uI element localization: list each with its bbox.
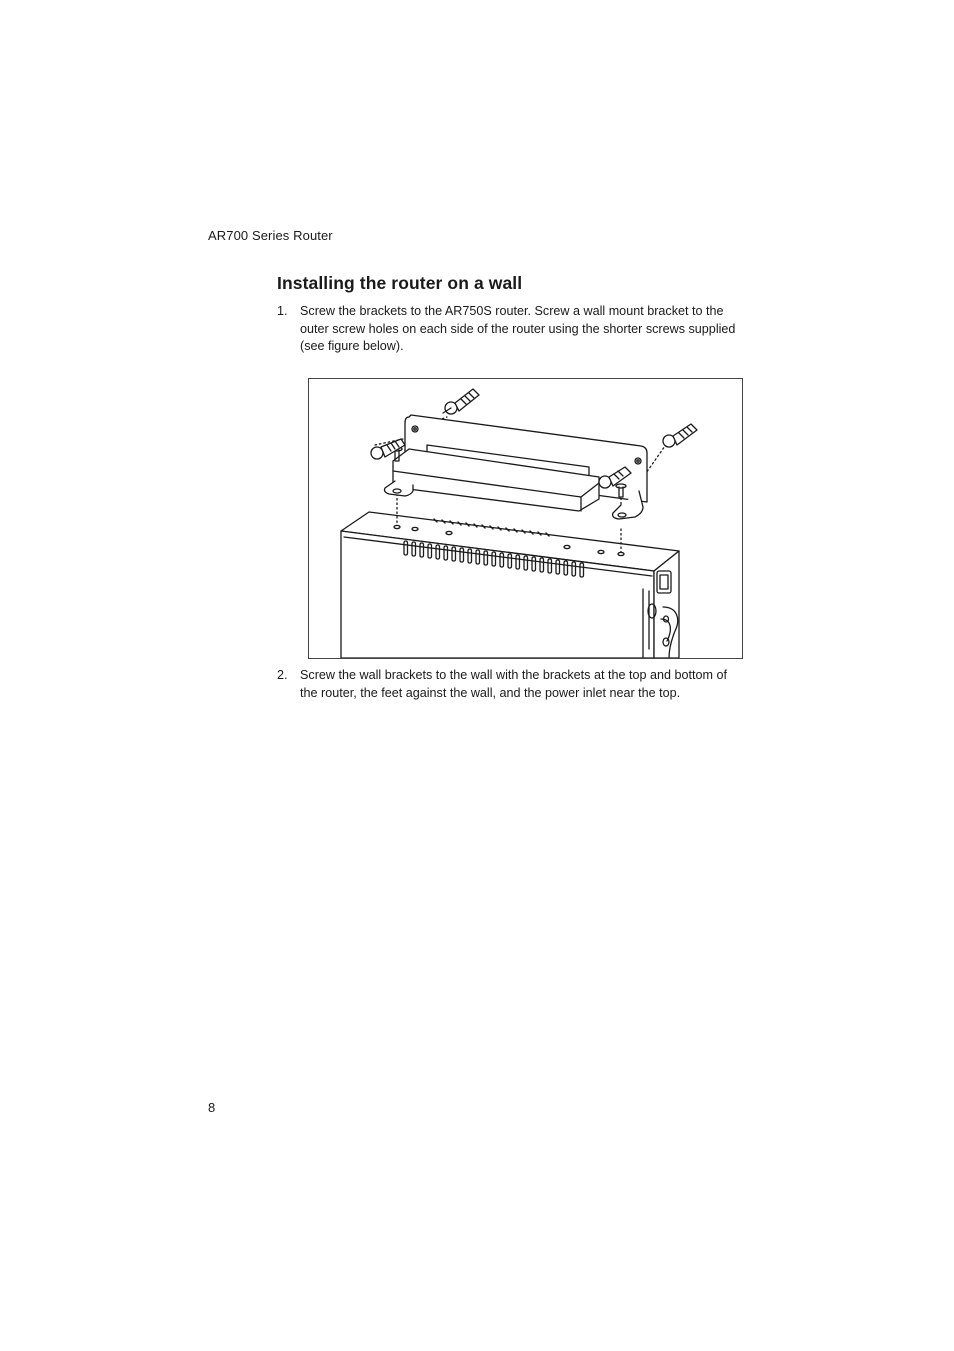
- page-number: 8: [208, 1100, 216, 1115]
- step-text: Screw the wall brackets to the wall with the brackets at the top and bottom of the router, the feet against the wall, and the power inlet near the top.: [300, 668, 728, 700]
- section-title: Installing the router on a wall: [277, 273, 523, 293]
- instruction-step: [277, 303, 747, 356]
- wall-plug-top: [443, 389, 479, 414]
- wall-plug-right: [663, 424, 697, 447]
- running-header: AR700 Series Router: [208, 228, 333, 243]
- wall-mount-figure: [308, 378, 743, 659]
- router-illustration: [341, 512, 679, 658]
- step-text: Screw the brackets to the AR750S router. Screw a wall mount bracket to the outer screw holes on each side of the router using the shorter screws supplied (see figure below).: [300, 304, 736, 354]
- step-number: 2.: [277, 668, 288, 682]
- wall-bracket: [385, 415, 648, 519]
- step-number: 1.: [277, 304, 288, 318]
- instruction-step: [277, 667, 747, 702]
